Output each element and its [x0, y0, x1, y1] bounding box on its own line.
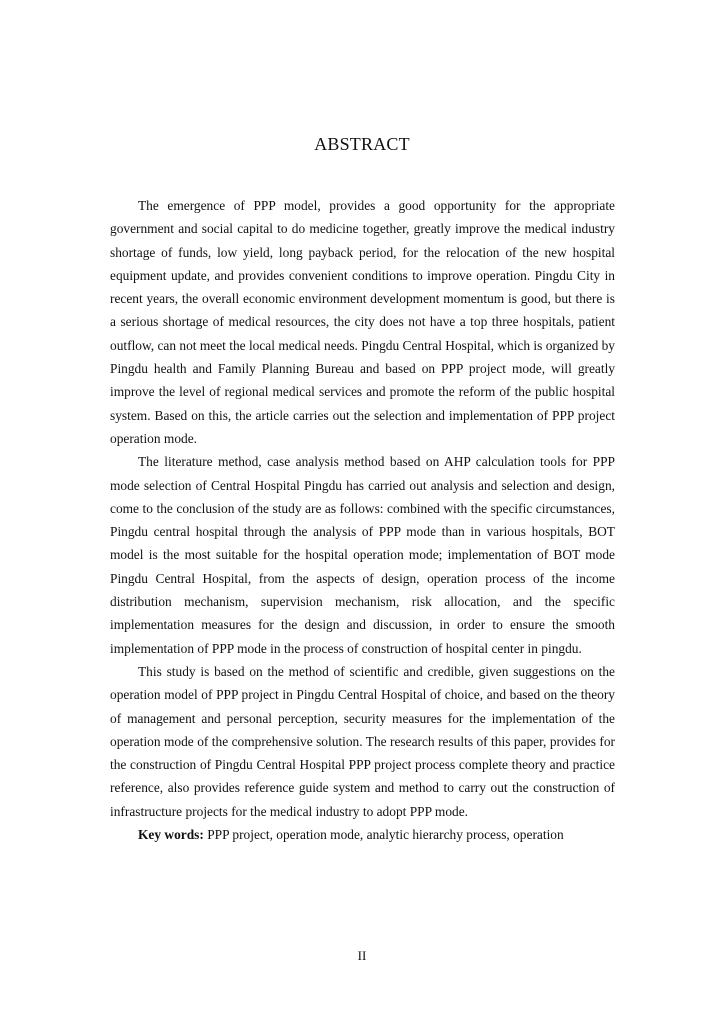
abstract-paragraph-3: This study is based on the method of scientific and credible, given suggestions on the operation model of PPP project in Pingdu Central Hospital of choice, and based on the theory of management and personal perception, security measures for the implementation of the operation mode of the comprehensive solution. The research results of this paper, provides for the construction of Pingdu Central Hospital PPP project process complete theory and practice reference, also provides reference guide system and method to carry out the construction of infrastructure projects for the medical industry to adopt PPP mode. — [110, 663, 615, 819]
abstract-title: ABSTRACT — [314, 134, 410, 154]
keywords-line — [110, 823, 615, 846]
abstract-body — [110, 194, 615, 846]
abstract-paragraph-2: The literature method, case analysis method based on AHP calculation tools for PPP mode selection of Central Hospital Pingdu has carried out analysis and selection and design, come to the conclusion of the study are as follows: combined with the specific circumstances, Pingdu central hospital through the analysis of PPP mode than in various hospitals, BOT model is the most suitable for the hospital operation mode; implementation of BOT mode Pingdu Central Hospital, from the aspects of design, operation process of the income distribution mechanism, supervision mechanism, risk allocation, and the specific implementation measures for the design and discussion, in order to ensure the smooth implementation of PPP mode in the process of construction of hospital center in pingdu. — [110, 454, 615, 656]
keywords-label: Key words: — [138, 827, 204, 843]
keywords-text: PPP project, operation mode, analytic hierarchy process, operation — [207, 827, 564, 843]
page-number: II — [357, 948, 367, 963]
abstract-paragraph-1: The emergence of PPP model, provides a good opportunity for the appropriate government and social capital to do medicine together, greatly improve the medical industry shortage of funds, low yield, long payback period, for the relocation of the new hospital equipment update, and provides convenient conditions to improve operation. Pingdu City in recent years, the overall economic environment development momentum is good, but there is a serious shortage of medical resources, the city does not have a top three hospitals, patient outflow, can not meet the local medical needs. Pingdu Central Hospital, which is organized by Pingdu health and Family Planning Bureau and based on PPP project mode, will greatly improve the level of regional medical services and promote the reform of the public hospital system. Based on this, the article carries out the selection and implementation of PPP project operation mode. — [110, 198, 615, 446]
